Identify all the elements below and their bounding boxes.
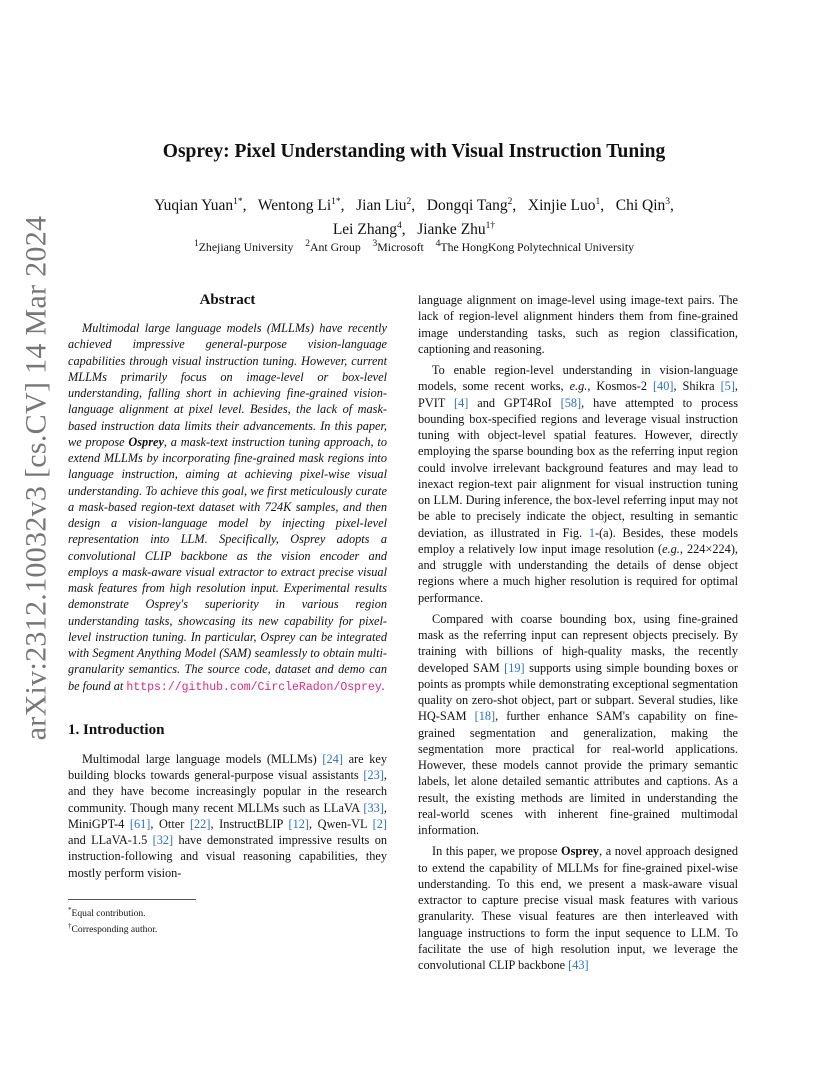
author-line-2: Lei Zhang$^4$, Jianke Zhu$^{1\dagger}$: [332, 221, 496, 239]
citation-link[interactable]: [61]: [129, 816, 151, 831]
author-affiliation-mark: 2: [406, 197, 412, 207]
arxiv-identifier: arXiv:2312.10032v3 [cs.CV] 14 Mar 2024: [19, 215, 53, 741]
footnote-mark: †: [68, 921, 72, 930]
affiliation-mark: 4: [435, 239, 441, 249]
abstract-text: Multimodal large language models (MLLMs) have recently achieved impressive general-purpose vision-language capabilities through visual instruction tuning. However, current MLLMs primarily focus on image-level or box-level understanding, falling short in achieving fine-grained vision-language alignment at pixel level. Besides, the lack of mask-based instruction data limits their advancements. In this paper, we propose Osprey, a mask-text instruction tuning approach, to extend MLLMs by incorporating fine-grained mask regions into language instruction, aiming at achieving pixel-wise visual understanding. To achieve this goal, we first meticulously curate a mask-based region-text dataset with 724K samples, and then design a vision-language model by injecting pixel-level representation into LLM. Specifically, Osprey adopts a convolutional CLIP backbone as the vision encoder and employs a mask-aware visual extractor to extract precise visual mask features from high resolution input. Experimental results demonstrate Osprey's superiority in various region understanding tasks, showcasing its new capability for pixel-level instruction tuning. In particular, Osprey can be integrated with Segment Anything Model (SAM) seamlessly to obtain multi-granularity semantics. The source code, dataset and demo can be found at https://github.com/CircleRadon/Osprey.: [68, 321, 387, 694]
author-name: Yuqian Yuan: [154, 197, 234, 215]
text-run: , Shikra: [673, 379, 721, 394]
github-link[interactable]: https://github.com/CircleRadon/Osprey: [126, 680, 382, 694]
citation-link[interactable]: [24]: [322, 751, 343, 766]
text-run: supports using simple bounding boxes or points as prompts while demonstrating exceptional segmentation quality on zero-shot object, part or subpart. Several studies, like HQ-SAM: [418, 660, 738, 724]
footnote-mark: *: [68, 905, 72, 914]
emphasis-italic: e.g.: [569, 379, 588, 394]
text-run: -(a). Besides, these models employ a relatively low input image resolution (: [418, 525, 739, 556]
text-run: , have attempted to process bounding box-specified regions and leverage visual instruction tuning with object-level spatial features. However, directly employing the sparse bounding box as the referring input region could involve irrelevant background features and may lead to inexact region-text pair alignment for visual instruction tuning on LLM. During inference, the box-level referring input may not be able to precisely indicate the object, resulting in semantic deviation, as illustrated in Fig.: [418, 395, 738, 540]
citation-link[interactable]: [12]: [288, 816, 309, 831]
text-run: , InstructBLIP: [210, 816, 289, 831]
citation-link[interactable]: [4]: [454, 395, 469, 410]
text-run: Compared with coarse bounding box, using fine-grained mask as the referring input can represent objects precisely. By training with billions of high-quality masks, the recently developed SAM: [418, 611, 738, 675]
affiliation-name: The HongKong Polytechnical University: [440, 239, 635, 254]
arxiv-side-stamp: [14, 215, 58, 741]
footnote: [68, 920, 387, 936]
text-run: , Otter: [150, 816, 190, 831]
emphasis-italic: e.g.: [662, 541, 680, 556]
affiliation-name: Zhejiang University: [198, 239, 294, 254]
text-run: , Qwen-VL: [308, 816, 373, 831]
author-affiliation-mark: 1: [595, 197, 601, 207]
author-affiliation-mark: 2: [507, 197, 513, 207]
right-column: [418, 292, 738, 978]
affiliations: [0, 239, 828, 255]
text-run: , MiniGPT-4: [68, 800, 387, 831]
author-line-1: Yuqian Yuan$^{1*}$, Wentong $Li^{1*}$, Jian Liu$^2$, Dongqi Tang$^2$, Xinjie Luo$^1$, Chi Qin$^3$,: [154, 197, 674, 215]
affiliation-name: Ant Group: [309, 239, 361, 254]
body-paragraph: [418, 611, 738, 839]
affiliation-mark: 3: [372, 239, 378, 249]
author-affiliation-mark: 4: [396, 221, 402, 232]
text-run: Multimodal large language models (MLLMs): [82, 751, 323, 766]
author-name: Jian Liu: [356, 197, 407, 215]
text-run: , PVIT: [418, 379, 738, 410]
author-name: Wentong Li: [257, 197, 332, 215]
citation-link[interactable]: [58]: [560, 395, 582, 410]
citation-link[interactable]: [43]: [568, 958, 589, 972]
text-run: , a novel approach designed to extend the capability of MLLMs for fine-grained pixel-wise understanding. To this end, we present a mask-aware visual extractor to capture precise visual mask features with various granularity. These visual features are then interleaved with language instructions to form the input sequence to LLM. To facilitate the use of high resolution input, we leverage the convolutional CLIP backbone: [418, 844, 738, 972]
author-list: [100, 192, 728, 240]
abstract-osprey-name: Osprey: [128, 434, 164, 449]
author-name: Jianke Zhu: [417, 221, 486, 239]
author-name: Xinjie Luo: [527, 197, 596, 215]
citation-link[interactable]: 1: [588, 525, 595, 540]
citation-link[interactable]: [23]: [363, 768, 384, 782]
text-run: , 224×224), and struggle with understanding the details of dense object regions where a much higher resolution is required for optimal performance.: [418, 541, 738, 605]
emphasis-bold: Osprey: [561, 844, 600, 859]
citation-link[interactable]: [32]: [152, 833, 174, 847]
section-heading-introduction: 1. Introduction: [68, 721, 165, 738]
left-column: [68, 292, 387, 936]
text-run: have demonstrated impressive results on instruction-following and visual reasoning capabilities, they mostly perform vision-: [68, 833, 387, 880]
text-run: , and they have become increasingly popular in the research community. Though many recent MLLMs such as LLaVA: [68, 768, 387, 815]
citation-link[interactable]: [19]: [504, 660, 525, 675]
text-run: and GPT4RoI: [468, 395, 561, 410]
author-name: Chi Qin: [615, 197, 666, 215]
affiliation-mark: 2: [305, 239, 310, 249]
author-name: Dongqi Tang: [426, 197, 508, 215]
footnote-text: Equal contribution.: [71, 907, 146, 919]
citation-link[interactable]: [33]: [363, 800, 384, 815]
abstract-heading: Abstract: [199, 292, 256, 308]
citation-link[interactable]: [22]: [189, 816, 211, 831]
author-name: Lei Zhang: [332, 221, 397, 239]
footnotes: [68, 904, 387, 936]
footnote: [68, 904, 387, 920]
text-run: In this paper, we propose: [432, 844, 562, 859]
affiliation-mark: 1: [193, 239, 199, 249]
text-run: , further enhance SAM's capability on fine-grained segmentation and generalization, making the segmentation more practical for real-world applications. However, these models cannot provide the primary semantic labels, let alone detailed semantic attributes and captions. As a result, the existing methods are limited in understanding the real-world scenes with inherent fine-grained multimodal information.: [418, 709, 738, 837]
text-run: language alignment on image-level using image-text pairs. The lack of region-level alignment hinders them from fine-grained image understanding tasks, such as region classification, captioning and reasoning.: [418, 293, 738, 356]
text-run: , Kosmos-2: [587, 379, 653, 394]
body-paragraph: [418, 843, 738, 973]
body-paragraph: [418, 292, 738, 357]
text-run: and LLaVA-1.5: [68, 833, 153, 847]
citation-link[interactable]: [2]: [372, 816, 388, 831]
citation-link[interactable]: [5]: [720, 379, 735, 394]
footnote-text: Corresponding author.: [71, 924, 158, 936]
footnote-divider: [68, 899, 196, 900]
citation-link[interactable]: [40]: [652, 379, 674, 394]
text-run: are key building blocks towards general-purpose visual assistants: [68, 751, 387, 782]
author-affiliation-mark: 1*: [331, 197, 341, 207]
body-paragraph: [418, 362, 738, 606]
paper-title: Osprey: Pixel Understanding with Visual Instruction Tuning: [162, 141, 666, 162]
author-affiliation-mark: 3: [665, 197, 671, 207]
citation-link[interactable]: [18]: [474, 709, 496, 724]
author-affiliation-mark: 1†: [485, 221, 496, 232]
intro-paragraph-1: [68, 751, 387, 881]
affiliation-name: Microsoft: [377, 239, 424, 254]
text-run: To enable region-level understanding in vision-language models, some recent works,: [418, 363, 738, 394]
author-affiliation-mark: 1*: [233, 197, 243, 207]
